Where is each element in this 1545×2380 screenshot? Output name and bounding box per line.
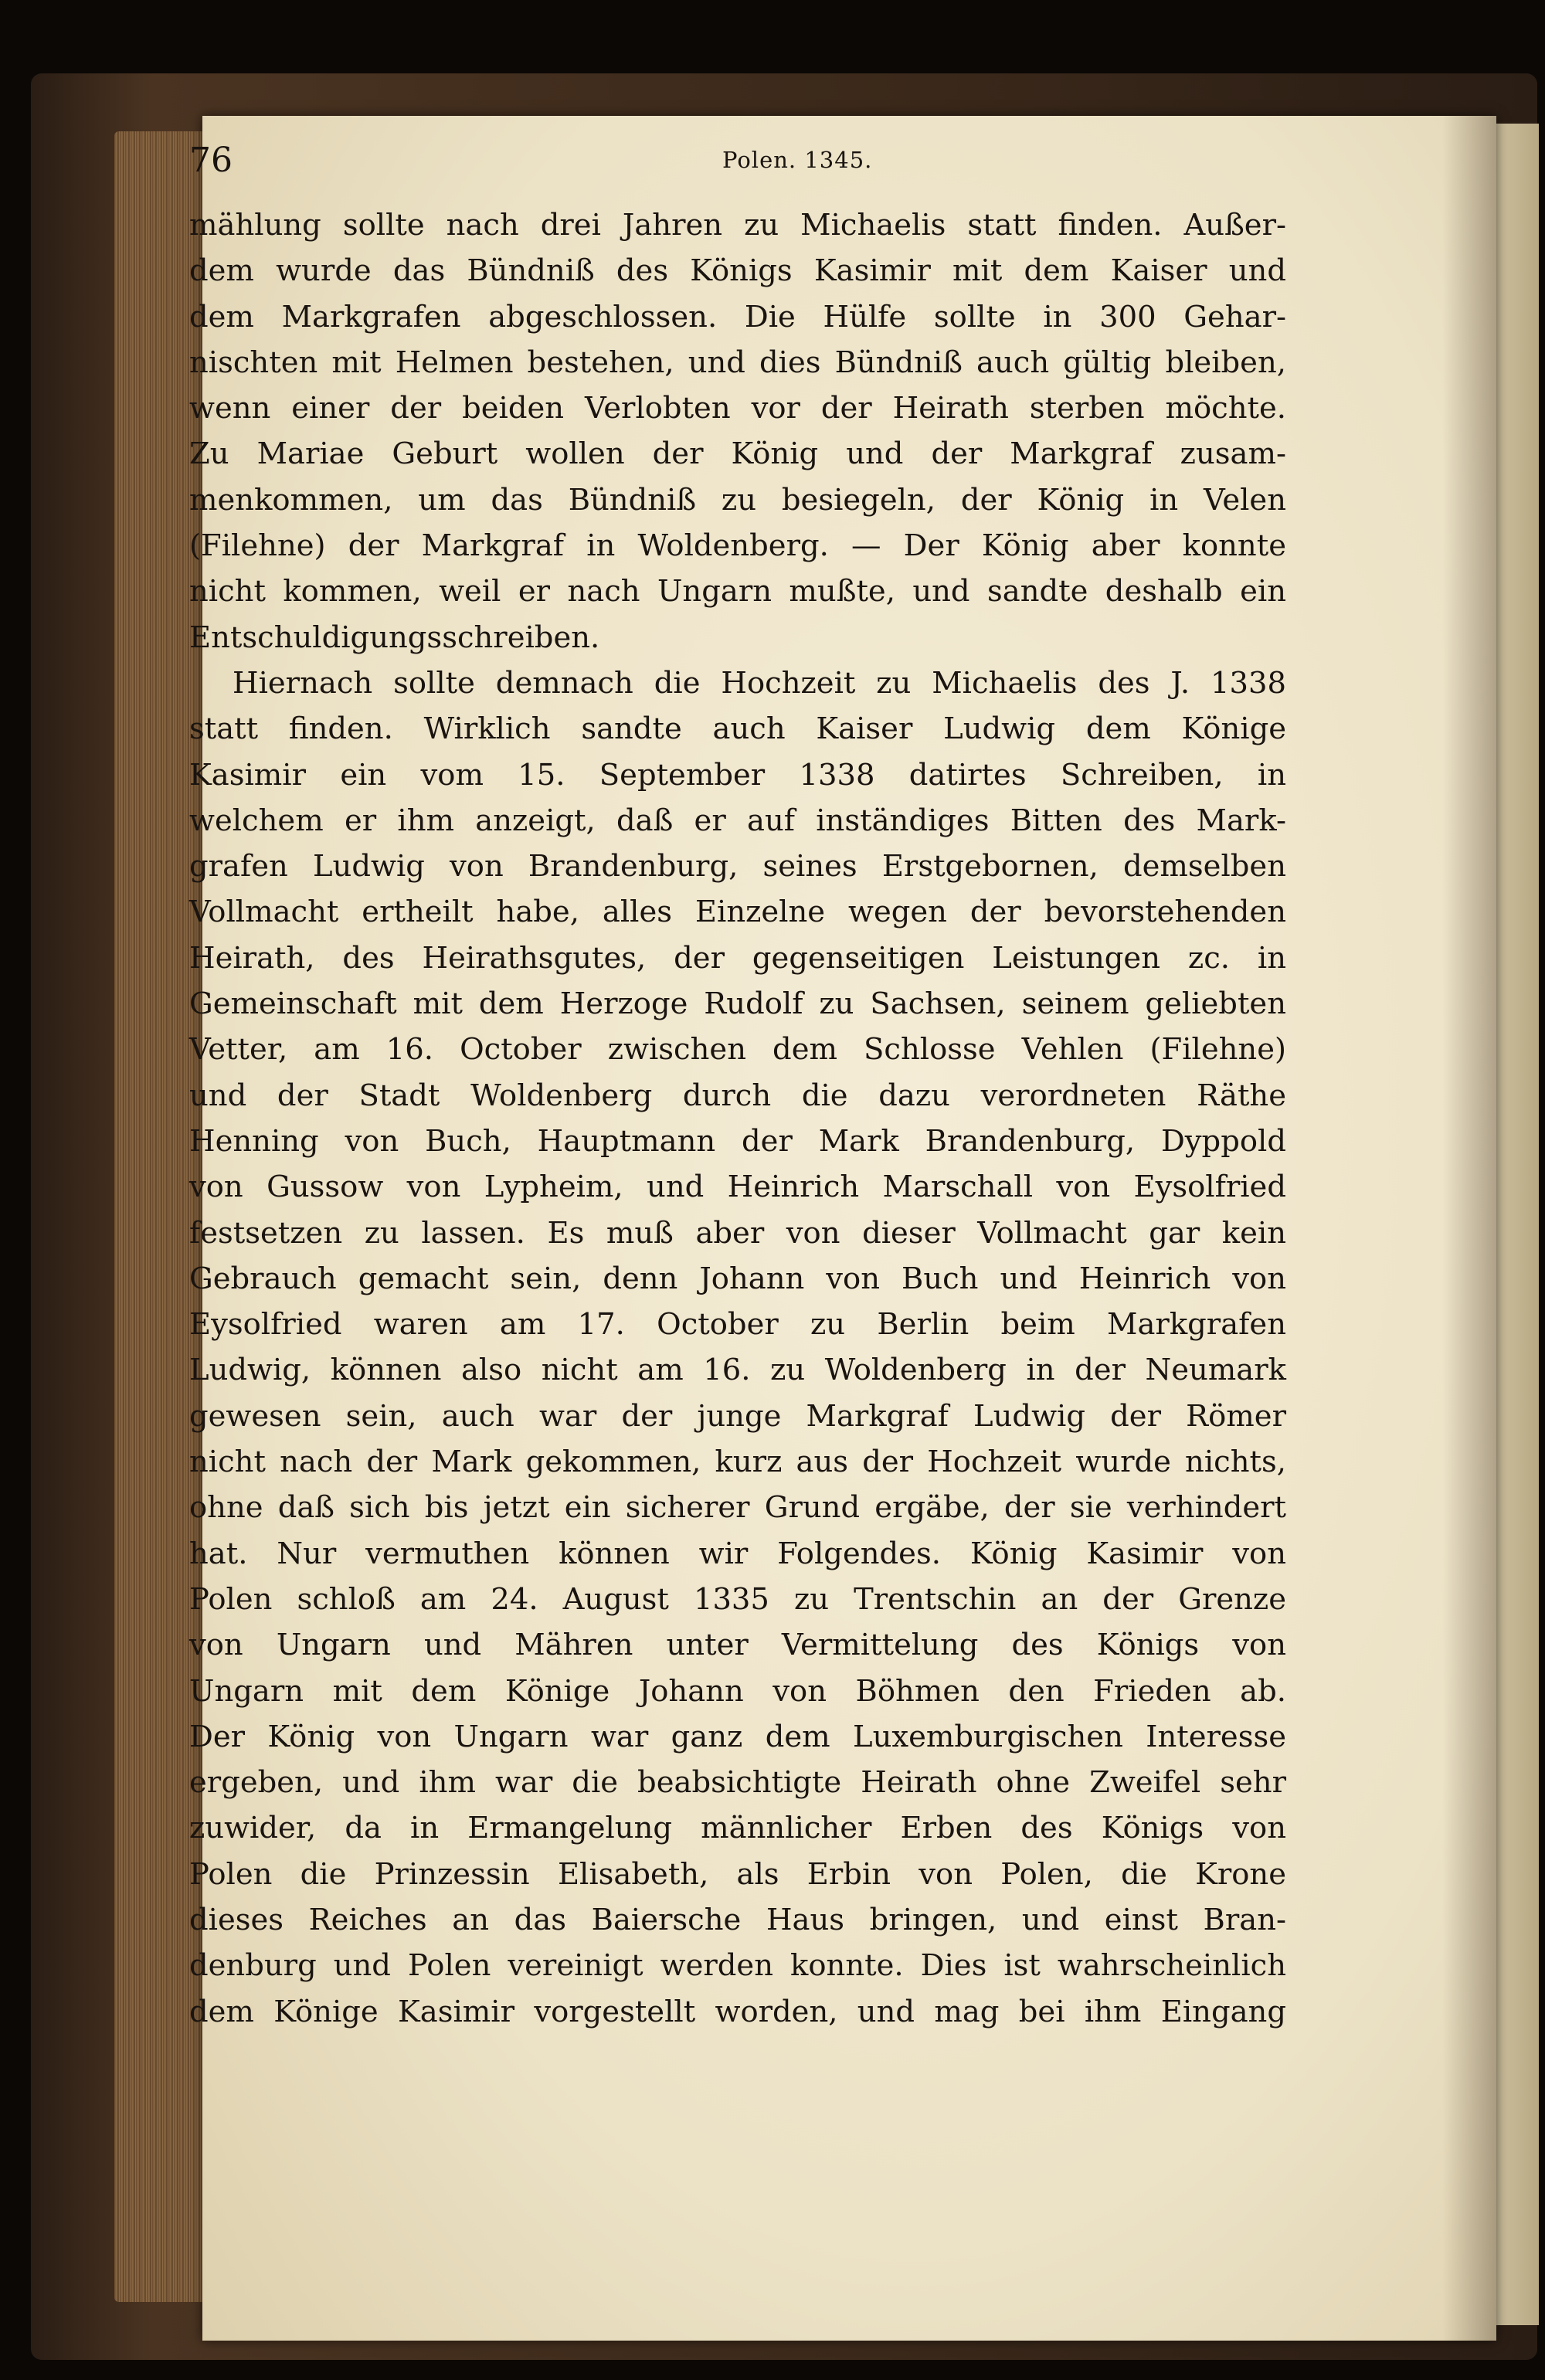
text-line: grafen Ludwig von Brandenburg, seines Erstgebornen, demselben — [189, 849, 1286, 884]
page-number: 76 — [189, 141, 233, 180]
text-line: mählung sollte nach drei Jahren zu Michaelis statt finden. Außer- — [189, 208, 1286, 243]
text-line: Henning von Buch, Hauptmann der Mark Brandenburg, Dyppold — [189, 1123, 1286, 1159]
text-line: gewesen sein, auch war der junge Markgraf Ludwig der Römer — [189, 1398, 1286, 1434]
text-line: von Ungarn und Mähren unter Vermittelung des Königs von — [189, 1628, 1286, 1663]
body-text — [189, 202, 1286, 2035]
text-line: und der Stadt Woldenberg durch die dazu verordneten Räthe — [189, 1078, 1286, 1113]
gutter-shadow — [1442, 116, 1496, 2341]
text-line: Der König von Ungarn war ganz dem Luxemburgischen Interesse — [189, 1719, 1286, 1754]
text-line: Ludwig, können also nicht am 16. zu Woldenberg in der Neumark — [189, 1353, 1286, 1388]
text-line: Ungarn mit dem Könige Johann von Böhmen den Frieden ab. — [189, 1673, 1286, 1709]
text-line: Eysolfried waren am 17. October zu Berlin beim Markgrafen — [189, 1307, 1286, 1343]
text-line: Vollmacht ertheilt habe, alles Einzelne wegen der bevorstehenden — [189, 895, 1286, 930]
text-line: von Gussow von Lypheim, und Heinrich Marschall von Eysolfried — [189, 1170, 1286, 1205]
text-line: (Filehne) der Markgraf in Woldenberg. — Der König aber konnte — [189, 528, 1286, 564]
text-line: dem Markgrafen abgeschlossen. Die Hülfe sollte in 300 Gehar- — [189, 299, 1286, 334]
text-line: dieses Reiches an das Baiersche Haus bringen, und einst Bran- — [189, 1902, 1286, 1937]
text-line: ohne daß sich bis jetzt ein sicherer Grund ergäbe, der sie verhindert — [189, 1490, 1286, 1526]
text-line: wenn einer der beiden Verlobten vor der Heirath sterben möchte. — [189, 391, 1286, 426]
text-line: dem Könige Kasimir vorgestellt worden, und mag bei ihm Eingang — [189, 1994, 1286, 2029]
text-line: zuwider, da in Ermangelung männlicher Erben des Königs von — [189, 1811, 1286, 1846]
text-line: Kasimir ein vom 15. September 1338 datirtes Schreiben, in — [189, 757, 1286, 793]
text-line: dem wurde das Bündniß des Königs Kasimir mit dem Kaiser und — [189, 253, 1286, 289]
page-header — [189, 141, 1286, 195]
text-line: Gebrauch gemacht sein, denn Johann von Buch und Heinrich von — [189, 1261, 1286, 1296]
text-line: Entschuldigungsschreiben. — [189, 620, 600, 655]
text-line: welchem er ihm anzeigt, daß er auf inständiges Bitten des Mark- — [189, 803, 1286, 838]
text-line: ergeben, und ihm war die beabsichtigte Heirath ohne Zweifel sehr — [189, 1765, 1286, 1801]
text-line: hat. Nur vermuthen können wir Folgendes. König Kasimir von — [189, 1536, 1286, 1571]
text-line: Heirath, des Heirathsgutes, der gegenseitigen Leistungen zc. in — [189, 940, 1286, 976]
text-line: nicht kommen, weil er nach Ungarn mußte, und sandte deshalb ein — [189, 574, 1286, 609]
text-line: Gemeinschaft mit dem Herzoge Rudolf zu Sachsen, seinem geliebten — [189, 986, 1286, 1022]
text-line: Zu Mariae Geburt wollen der König und der Markgraf zusam- — [189, 436, 1286, 472]
text-line: Hiernach sollte demnach die Hochzeit zu Michaelis des J. 1338 — [233, 665, 1286, 701]
text-line: nicht nach der Mark gekommen, kurz aus der Hochzeit wurde nichts, — [189, 1445, 1286, 1480]
text-line: denburg und Polen vereinigt werden konnte. Dies ist wahrscheinlich — [189, 1948, 1286, 1984]
text-line: Vetter, am 16. October zwischen dem Schlosse Vehlen (Filehne) — [189, 1032, 1286, 1068]
facing-page-edge — [1496, 124, 1539, 2325]
text-line: nischten mit Helmen bestehen, und dies Bündniß auch gültig bleiben, — [189, 345, 1286, 380]
text-line: Polen die Prinzessin Elisabeth, als Erbin von Polen, die Krone — [189, 1856, 1286, 1892]
text-line: menkommen, um das Bündniß zu besiegeln, der König in Velen — [189, 482, 1286, 518]
text-line: Polen schloß am 24. August 1335 zu Trentschin an der Grenze — [189, 1581, 1286, 1617]
running-title: Polen. 1345. — [722, 147, 873, 173]
text-line: statt finden. Wirklich sandte auch Kaiser Ludwig dem Könige — [189, 711, 1286, 747]
text-line: festsetzen zu lassen. Es muß aber von dieser Vollmacht gar kein — [189, 1215, 1286, 1251]
